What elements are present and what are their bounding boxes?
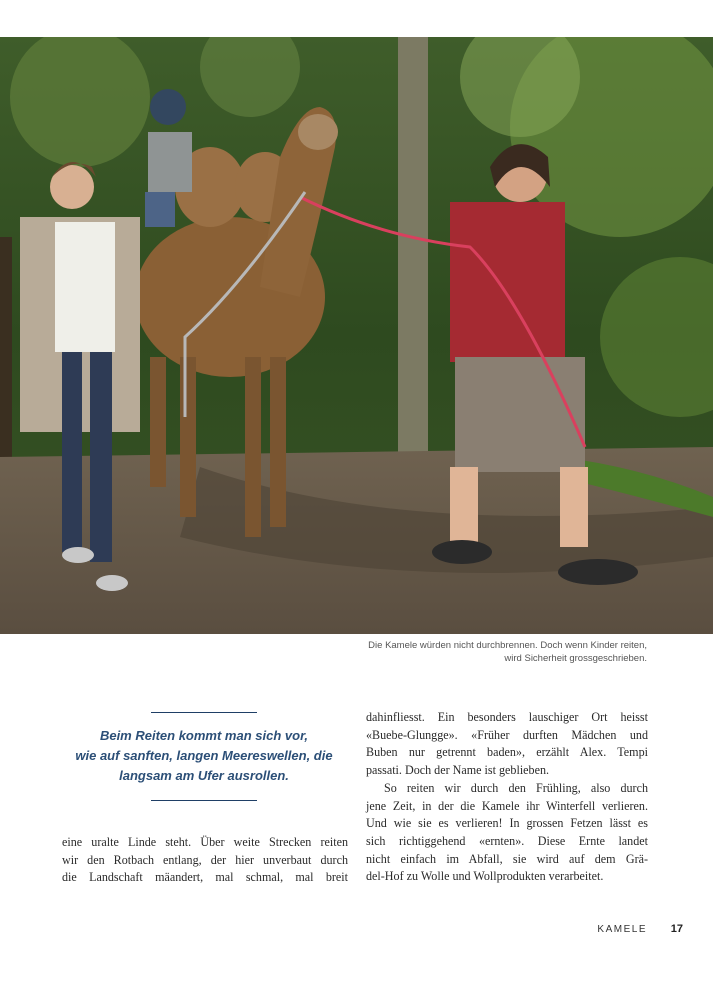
body-line: jene Zeit, in der die Kamele ihr Winterfell verlieren. bbox=[366, 798, 648, 813]
body-line: eine uralte Linde steht. Über weite Strecken reiten bbox=[62, 835, 348, 849]
pull-quote-line: langsam am Ufer ausrollen. bbox=[119, 768, 289, 783]
pull-quote-text bbox=[62, 726, 346, 786]
pull-quote-bottom-rule bbox=[151, 800, 257, 801]
body-line: Und wie sie es verlieren! In grossen Fetzen lässt es bbox=[366, 816, 648, 831]
body-line: dahinfliesst. Ein besonders lauschiger Ort heisst bbox=[366, 710, 648, 724]
pull-quote bbox=[62, 712, 346, 801]
body-text-right-column bbox=[366, 709, 648, 886]
pull-quote-top-rule bbox=[151, 712, 257, 713]
body-line: «Buebe-Glungge». «Früher durften Mädchen und bbox=[366, 727, 648, 742]
body-line: del-Hof zu Wolle und Wollprodukten verarbeitet. bbox=[366, 869, 604, 884]
photo-caption bbox=[227, 639, 647, 665]
body-line: passati. Doch der Name ist geblieben. bbox=[366, 763, 550, 778]
pull-quote-line: wie auf sanften, langen Meereswellen, die bbox=[75, 748, 333, 763]
body-line: wir den Rotbach entlang, der hier unverbaut durch bbox=[62, 852, 348, 867]
running-footer-section: KAMELE bbox=[597, 924, 647, 935]
camel-photo-illustration bbox=[0, 37, 713, 634]
body-line: sich richtiggehend «ernten». Diese Ernte landet bbox=[366, 833, 648, 848]
body-text-left-column bbox=[62, 834, 348, 887]
body-line: Buben nur getrennt baden», erzählt Alex. Tempi bbox=[366, 745, 648, 760]
body-line: nicht einfach im Abfall, sie wird auf dem Grä- bbox=[366, 851, 648, 866]
caption-line: wird Sicherheit grossgeschrieben. bbox=[504, 653, 647, 664]
caption-line: Die Kamele würden nicht durchbrennen. Doch wenn Kinder reiten, bbox=[368, 640, 647, 651]
body-line: die Landschaft mäandert, mal schmal, mal breit bbox=[62, 870, 348, 885]
pull-quote-line: Beim Reiten kommt man sich vor, bbox=[99, 728, 309, 743]
page-number: 17 bbox=[670, 923, 683, 935]
hero-photo bbox=[0, 37, 713, 634]
body-line: So reiten wir durch den Frühling, also durch bbox=[384, 780, 648, 795]
